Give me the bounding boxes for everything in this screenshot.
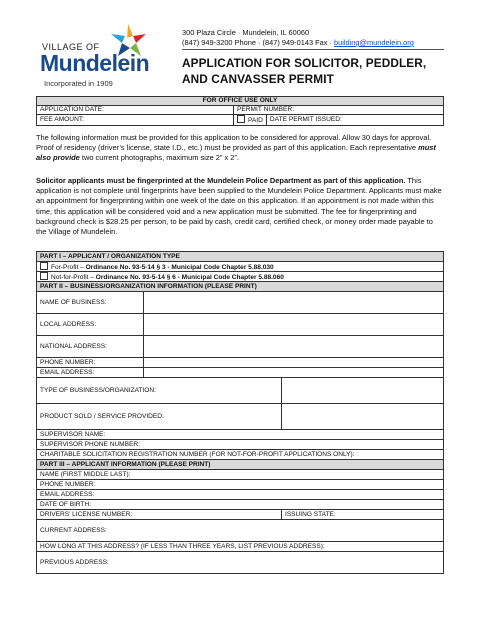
- paid-label: PAID: [248, 117, 263, 124]
- name-of-business-label: NAME OF BUSINESS:: [37, 292, 144, 314]
- instructions-paragraph: [36, 133, 444, 164]
- not-for-profit-ordinance: Ordinance No. 93-5-14 § 6 - Municipal Code Chapter 5.88.060: [95, 274, 284, 281]
- page-title: APPLICATION FOR SOLICITOR, PEDDLER, AND CANVASSER PERMIT: [182, 56, 427, 86]
- type-of-business-label: TYPE OF BUSINESS/ORGANIZATION:: [37, 378, 282, 404]
- paid-checkbox[interactable]: [237, 115, 245, 123]
- national-address-label: NATIONAL ADDRESS:: [37, 336, 144, 358]
- phone-number-label: PHONE NUMBER:: [37, 358, 144, 368]
- for-profit-checkbox[interactable]: [40, 262, 48, 270]
- date-of-birth-field[interactable]: DATE OF BIRTH:: [37, 500, 444, 510]
- for-profit-label: For-Profit –: [51, 264, 86, 271]
- not-for-profit-label: Not-for-Profit –: [51, 274, 96, 281]
- supervisor-name-field[interactable]: SUPERVISOR NAME:: [37, 430, 444, 440]
- local-address-label: LOCAL ADDRESS:: [37, 314, 144, 336]
- fee-amount-field[interactable]: FEE AMOUNT:: [37, 115, 234, 126]
- email-link[interactable]: building@mundelein.org: [334, 38, 414, 47]
- part3-header: PART III – APPLICANT INFORMATION (PLEASE PRINT): [37, 460, 444, 470]
- product-sold-label: PRODUCT SOLD / SERVICE PROVIDED:: [37, 404, 282, 430]
- village-logo: [42, 22, 162, 92]
- type-of-business-input[interactable]: [282, 378, 444, 404]
- phone-number-input[interactable]: [144, 358, 444, 368]
- issuing-state-field[interactable]: ISSUING STATE:: [282, 510, 444, 520]
- fingerprint-bold: Solicitor applicants must be fingerprinted at the Mundelein Police Department as part of this application.: [36, 176, 406, 185]
- phone-fax-text: (847) 949-3200 Phone · (847) 949-0143 Fax ·: [182, 38, 335, 47]
- fingerprint-paragraph: [36, 176, 444, 237]
- supervisor-phone-field[interactable]: SUPERVISOR PHONE NUMBER:: [37, 440, 444, 450]
- part2-header: PART II – BUSINESS/ORGANIZATION INFORMATION (PLEASE PRINT): [37, 282, 444, 292]
- applicant-email-field[interactable]: EMAIL ADDRESS:: [37, 490, 444, 500]
- instructions-emphasis: must also provide: [36, 143, 436, 163]
- applicant-name-field[interactable]: NAME (FIRST MIDDLE LAST):: [37, 470, 444, 480]
- application-date-field[interactable]: APPLICATION DATE:: [37, 106, 234, 115]
- not-for-profit-option[interactable]: [37, 272, 444, 282]
- part1-header: PART I – APPLICANT / ORGANIZATION TYPE: [37, 252, 444, 262]
- permit-number-field[interactable]: PERMIT NUMBER:: [234, 106, 444, 115]
- national-address-input[interactable]: [144, 336, 444, 358]
- drivers-license-field[interactable]: DRIVERS’ LICENSE NUMBER:: [37, 510, 282, 520]
- product-sold-input[interactable]: [282, 404, 444, 430]
- header-divider: [182, 49, 444, 50]
- logo-name: Mundelein: [40, 50, 150, 76]
- date-issued-field[interactable]: DATE PERMIT ISSUED:: [266, 115, 443, 126]
- local-address-input[interactable]: [144, 314, 444, 336]
- phone-fax-line: [182, 38, 414, 48]
- instructions-text-a: The following information must be provided for this application to be considered for approval. Allow 30 days for approval. Proof of residency (driver’s license, state I.D., etc.) must be provided as part of this application. Each representative: [36, 133, 432, 153]
- office-use-table: [36, 96, 444, 126]
- name-of-business-input[interactable]: [144, 292, 444, 314]
- current-address-field[interactable]: CURRENT ADDRESS:: [37, 520, 444, 542]
- instructions-text-b: two current photographs, maximum size 2” x 2”.: [79, 153, 239, 163]
- applicant-phone-field[interactable]: PHONE NUMBER:: [37, 480, 444, 490]
- logo-incorporated: Incorporated in 1909: [44, 79, 113, 88]
- paid-cell: [234, 115, 267, 126]
- contact-info: [182, 28, 414, 48]
- office-use-header: FOR OFFICE USE ONLY: [37, 97, 444, 106]
- for-profit-option[interactable]: [37, 262, 444, 272]
- email-address-label: EMAIL ADDRESS:: [37, 368, 144, 378]
- address-line: 300 Plaza Circle · Mundelein, IL 60060: [182, 28, 310, 37]
- previous-address-field[interactable]: PREVIOUS ADDRESS:: [37, 552, 444, 574]
- not-for-profit-checkbox[interactable]: [40, 272, 48, 280]
- logo-village-text: VILLAGE OF: [42, 42, 100, 52]
- application-form: [36, 251, 444, 574]
- fingerprint-text: This application is not complete until fingerprints have been supplied to the Mundelein Police Department. Applicants must make an appointment for fingerprinting within one week of the date on this application. If an appointment is not made within this time, this application will be considered void and a new application must be submitted. The fee for fingerprinting and background check is $28.25 per person, to be paid by cash, credit card, certified check, or money order made payable to the Village of Mundelein.: [36, 176, 442, 237]
- for-profit-ordinance: Ordinance No. 93-5-14 § 3 - Municipal Code Chapter 5.88.030: [85, 264, 274, 271]
- email-address-input[interactable]: [144, 368, 444, 378]
- charitable-registration-field[interactable]: CHARITABLE SOLICITATION REGISTRATION NUMBER (FOR NOT-FOR-PROFIT APPLICATIONS ONLY):: [37, 450, 444, 460]
- how-long-field[interactable]: HOW LONG AT THIS ADDRESS? (IF LESS THAN THREE YEARS, LIST PREVIOUS ADDRESS):: [37, 542, 444, 552]
